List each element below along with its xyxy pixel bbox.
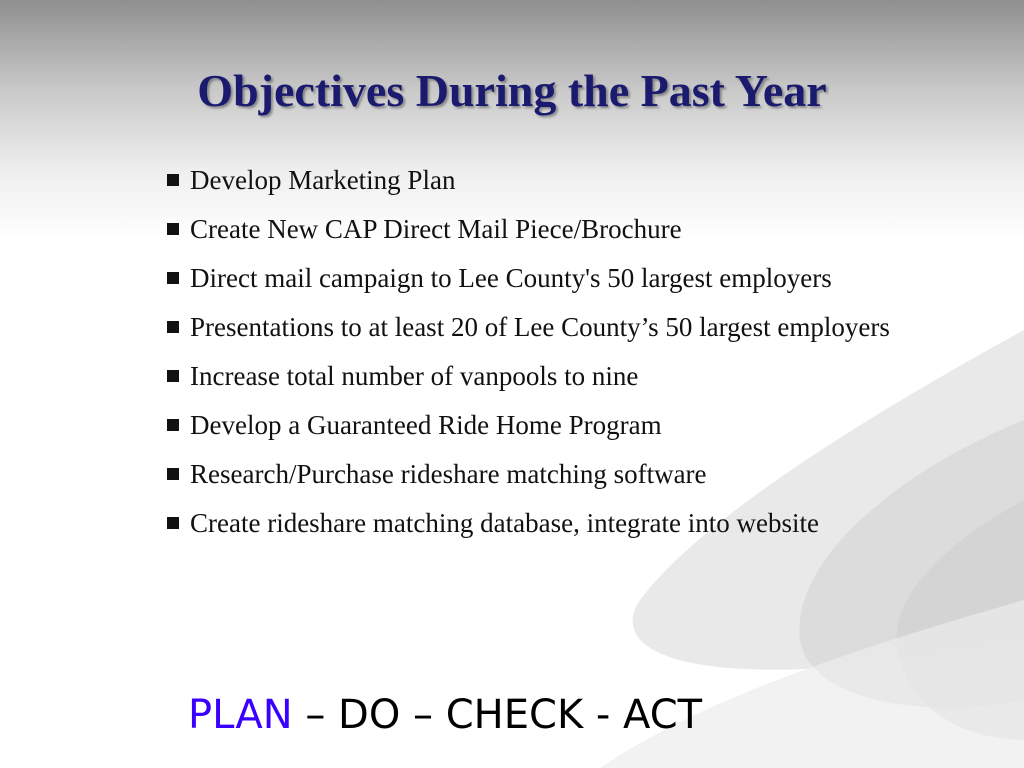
list-item — [165, 356, 965, 397]
list-item — [165, 258, 965, 299]
list-item — [165, 160, 965, 201]
list-item — [165, 307, 965, 348]
square-bullet-icon — [167, 174, 179, 186]
footer-plan: PLAN — [188, 692, 293, 738]
square-bullet-icon — [167, 419, 179, 431]
bullet-text: Increase total number of vanpools to nine — [190, 361, 639, 391]
square-bullet-icon — [167, 517, 179, 529]
bullet-text: Research/Purchase rideshare matching software — [190, 459, 707, 489]
square-bullet-icon — [167, 272, 179, 284]
bullet-text: Develop a Guaranteed Ride Home Program — [190, 410, 662, 440]
footer-rest: – DO – CHECK - ACT — [292, 692, 703, 738]
bullet-list — [165, 160, 965, 552]
list-item — [165, 503, 965, 544]
square-bullet-icon — [167, 223, 179, 235]
bullet-text: Create rideshare matching database, integrate into website — [190, 508, 819, 538]
square-bullet-icon — [167, 321, 179, 333]
pdca-footer — [188, 692, 702, 738]
square-bullet-icon — [167, 370, 179, 382]
square-bullet-icon — [167, 468, 179, 480]
slide-title: Objectives During the Past Year — [197, 65, 827, 116]
bullet-text: Presentations to at least 20 of Lee County’s 50 largest employers — [190, 312, 890, 342]
list-item — [165, 209, 965, 250]
list-item — [165, 405, 965, 446]
bullet-text: Create New CAP Direct Mail Piece/Brochure — [190, 214, 682, 244]
bullet-text: Develop Marketing Plan — [190, 165, 456, 195]
bullet-text: Direct mail campaign to Lee County's 50 largest employers — [190, 263, 832, 293]
list-item — [165, 454, 965, 495]
